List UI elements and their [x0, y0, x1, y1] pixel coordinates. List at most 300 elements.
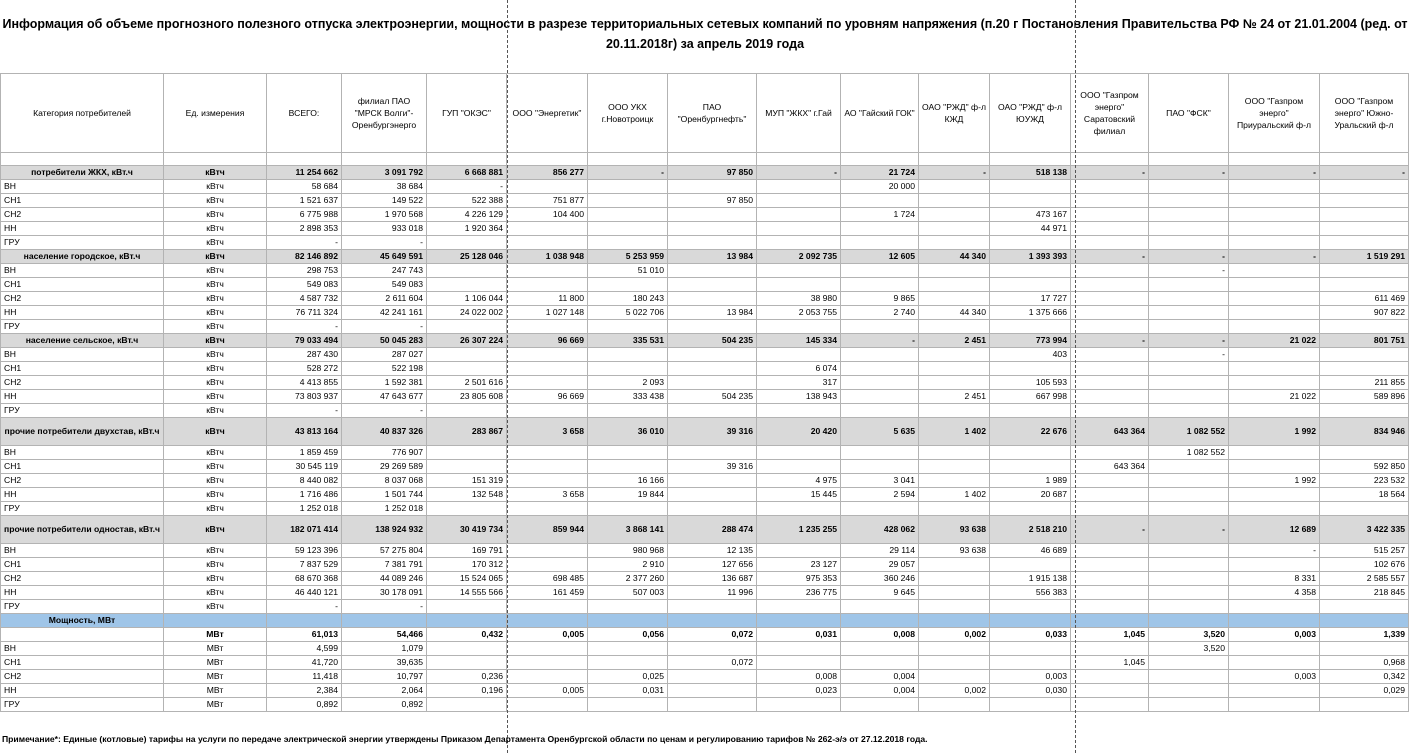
value-cell: - — [1149, 250, 1229, 264]
value-cell: 1 970 568 — [342, 208, 427, 222]
value-cell — [588, 194, 668, 208]
value-cell — [588, 642, 668, 656]
value-cell: 1 915 138 — [990, 572, 1071, 586]
value-cell: 0,072 — [668, 628, 757, 642]
value-cell: 180 243 — [588, 292, 668, 306]
value-cell: 3 658 — [507, 418, 588, 446]
table-row — [1, 572, 1409, 586]
value-cell: - — [1229, 544, 1320, 558]
table-row — [1, 502, 1409, 516]
unit-cell: МВт — [164, 684, 267, 698]
table-row — [1, 600, 1409, 614]
value-cell — [427, 264, 507, 278]
value-cell: 57 275 804 — [342, 544, 427, 558]
value-cell — [757, 222, 841, 236]
category-cell: ГРУ — [1, 236, 164, 250]
value-cell: 507 003 — [588, 586, 668, 600]
unit-cell: кВтч — [164, 166, 267, 180]
empty-cell — [841, 153, 919, 166]
value-cell — [427, 404, 507, 418]
value-cell — [919, 460, 990, 474]
value-cell — [507, 614, 588, 628]
value-cell: 105 593 — [990, 376, 1071, 390]
value-cell: 76 711 324 — [267, 306, 342, 320]
value-cell — [588, 348, 668, 362]
table-row — [1, 460, 1409, 474]
empty-cell — [919, 153, 990, 166]
table-row — [1, 208, 1409, 222]
value-cell: - — [757, 166, 841, 180]
category-cell: СН2 — [1, 572, 164, 586]
value-cell: 1 989 — [990, 474, 1071, 488]
value-cell — [841, 446, 919, 460]
category-cell: ВН — [1, 544, 164, 558]
unit-cell: кВтч — [164, 502, 267, 516]
category-cell: СН1 — [1, 362, 164, 376]
table-row — [1, 292, 1409, 306]
value-cell — [990, 656, 1071, 670]
category-cell: ГРУ — [1, 404, 164, 418]
value-cell — [427, 600, 507, 614]
value-cell: 1 375 666 — [990, 306, 1071, 320]
value-cell — [1149, 544, 1229, 558]
value-cell: 23 805 608 — [427, 390, 507, 404]
value-cell: 58 684 — [267, 180, 342, 194]
table-row — [1, 320, 1409, 334]
value-cell: 93 638 — [919, 544, 990, 558]
table-row — [1, 278, 1409, 292]
table-row — [1, 264, 1409, 278]
value-cell — [919, 698, 990, 712]
value-cell: 79 033 494 — [267, 334, 342, 348]
category-cell: ГРУ — [1, 600, 164, 614]
value-cell — [1071, 236, 1149, 250]
value-cell: - — [427, 180, 507, 194]
value-cell — [507, 348, 588, 362]
value-cell — [1071, 614, 1149, 628]
unit-cell: кВтч — [164, 306, 267, 320]
value-cell: 549 083 — [267, 278, 342, 292]
value-cell: 2 451 — [919, 334, 990, 348]
value-cell — [757, 278, 841, 292]
value-cell — [507, 600, 588, 614]
value-cell — [668, 292, 757, 306]
value-cell — [1149, 572, 1229, 586]
value-cell: 43 813 164 — [267, 418, 342, 446]
value-cell: 0,892 — [267, 698, 342, 712]
value-cell: 24 022 002 — [427, 306, 507, 320]
value-cell: 11 800 — [507, 292, 588, 306]
value-cell: 59 123 396 — [267, 544, 342, 558]
unit-cell: кВтч — [164, 194, 267, 208]
value-cell — [990, 558, 1071, 572]
value-cell — [757, 348, 841, 362]
value-cell: 13 984 — [668, 306, 757, 320]
value-cell: - — [919, 166, 990, 180]
value-cell: 3 422 335 — [1320, 516, 1409, 544]
value-cell: 1 920 364 — [427, 222, 507, 236]
value-cell — [1320, 362, 1409, 376]
value-cell: 0,033 — [990, 628, 1071, 642]
value-cell — [990, 264, 1071, 278]
value-cell — [427, 656, 507, 670]
unit-cell: кВтч — [164, 250, 267, 264]
category-cell: население сельское, кВт.ч — [1, 334, 164, 348]
value-cell: 5 635 — [841, 418, 919, 446]
value-cell — [1320, 698, 1409, 712]
value-cell: 0,031 — [757, 628, 841, 642]
table-row — [1, 236, 1409, 250]
value-cell — [1320, 642, 1409, 656]
value-cell — [507, 180, 588, 194]
value-cell: - — [1071, 250, 1149, 264]
value-cell — [919, 292, 990, 306]
value-cell — [1071, 278, 1149, 292]
value-cell: 22 676 — [990, 418, 1071, 446]
value-cell: - — [1320, 166, 1409, 180]
value-cell: - — [342, 404, 427, 418]
value-cell: 136 687 — [668, 572, 757, 586]
value-cell: 21 022 — [1229, 334, 1320, 348]
empty-cell — [588, 153, 668, 166]
value-cell: 4,599 — [267, 642, 342, 656]
value-cell: 54,466 — [342, 628, 427, 642]
value-cell — [757, 194, 841, 208]
value-cell — [1320, 600, 1409, 614]
value-cell: 3 041 — [841, 474, 919, 488]
value-cell: 12 605 — [841, 250, 919, 264]
value-cell — [427, 348, 507, 362]
value-cell: 1 592 381 — [342, 376, 427, 390]
value-cell: 643 364 — [1071, 418, 1149, 446]
value-cell — [841, 348, 919, 362]
value-cell: 8 331 — [1229, 572, 1320, 586]
value-cell — [757, 656, 841, 670]
value-cell — [919, 278, 990, 292]
value-cell: 6 074 — [757, 362, 841, 376]
value-cell — [668, 320, 757, 334]
value-cell — [1229, 292, 1320, 306]
category-cell: НН — [1, 390, 164, 404]
value-cell: 0,002 — [919, 684, 990, 698]
value-cell: 5 253 959 — [588, 250, 668, 264]
category-cell: прочие потребители одностав, кВт.ч — [1, 516, 164, 544]
value-cell — [1149, 684, 1229, 698]
value-cell — [1229, 362, 1320, 376]
value-cell — [507, 502, 588, 516]
column-header: Ед. измерения — [164, 74, 267, 153]
value-cell — [1149, 376, 1229, 390]
value-cell — [990, 642, 1071, 656]
value-cell: 1 716 486 — [267, 488, 342, 502]
value-cell — [1320, 502, 1409, 516]
value-cell: 556 383 — [990, 586, 1071, 600]
value-cell: 933 018 — [342, 222, 427, 236]
column-header: ООО УКХ г.Новотроицк — [588, 74, 668, 153]
value-cell: 1 859 459 — [267, 446, 342, 460]
value-cell: 97 850 — [668, 194, 757, 208]
value-cell — [427, 362, 507, 376]
column-header: ПАО "ФСК" — [1149, 74, 1229, 153]
unit-cell: кВтч — [164, 544, 267, 558]
value-cell — [990, 362, 1071, 376]
value-cell: 403 — [990, 348, 1071, 362]
value-cell — [990, 180, 1071, 194]
value-cell — [668, 222, 757, 236]
value-cell — [507, 404, 588, 418]
value-cell — [668, 404, 757, 418]
value-cell: 10,797 — [342, 670, 427, 684]
value-cell — [990, 320, 1071, 334]
value-cell: 29 114 — [841, 544, 919, 558]
value-cell — [1149, 460, 1229, 474]
value-cell: 856 277 — [507, 166, 588, 180]
value-cell: 1 252 018 — [342, 502, 427, 516]
value-cell: 667 998 — [990, 390, 1071, 404]
value-cell — [668, 614, 757, 628]
category-cell: потребители ЖКХ, кВт.ч — [1, 166, 164, 180]
unit-cell: МВт — [164, 670, 267, 684]
empty-cell — [990, 153, 1071, 166]
value-cell: 132 548 — [427, 488, 507, 502]
unit-cell: кВтч — [164, 586, 267, 600]
value-cell: 2 910 — [588, 558, 668, 572]
value-cell: 161 459 — [507, 586, 588, 600]
value-cell: 1 235 255 — [757, 516, 841, 544]
value-cell — [1229, 642, 1320, 656]
unit-cell: кВтч — [164, 320, 267, 334]
value-cell — [1320, 264, 1409, 278]
value-cell — [1071, 698, 1149, 712]
value-cell: 45 649 591 — [342, 250, 427, 264]
value-cell — [1149, 362, 1229, 376]
value-cell — [1320, 208, 1409, 222]
value-cell: 0,008 — [841, 628, 919, 642]
value-cell: 4 975 — [757, 474, 841, 488]
table-row — [1, 194, 1409, 208]
category-cell: НН — [1, 488, 164, 502]
table-row — [1, 684, 1409, 698]
category-cell: СН1 — [1, 194, 164, 208]
page-break-line — [1075, 0, 1076, 753]
category-cell: прочие потребители двухстав, кВт.ч — [1, 418, 164, 446]
value-cell: 182 071 414 — [267, 516, 342, 544]
value-cell: 0,025 — [588, 670, 668, 684]
value-cell — [588, 600, 668, 614]
value-cell — [1320, 404, 1409, 418]
value-cell — [841, 264, 919, 278]
value-cell — [427, 642, 507, 656]
unit-cell: кВтч — [164, 236, 267, 250]
value-cell — [919, 502, 990, 516]
value-cell: 1 106 044 — [427, 292, 507, 306]
value-cell: 30 545 119 — [267, 460, 342, 474]
value-cell — [919, 670, 990, 684]
table-row — [1, 390, 1409, 404]
value-cell — [1149, 236, 1229, 250]
value-cell: 16 166 — [588, 474, 668, 488]
unit-cell: кВтч — [164, 180, 267, 194]
empty-cell — [668, 153, 757, 166]
value-cell: 51 010 — [588, 264, 668, 278]
value-cell: 38 684 — [342, 180, 427, 194]
value-cell: 3,520 — [1149, 628, 1229, 642]
value-cell — [1149, 404, 1229, 418]
value-cell — [919, 404, 990, 418]
value-cell: 1,079 — [342, 642, 427, 656]
value-cell: 61,013 — [267, 628, 342, 642]
value-cell — [1320, 614, 1409, 628]
value-cell — [1229, 180, 1320, 194]
unit-cell: МВт — [164, 628, 267, 642]
value-cell — [1071, 264, 1149, 278]
value-cell: 1 038 948 — [507, 250, 588, 264]
unit-cell: кВтч — [164, 572, 267, 586]
value-cell: 0,432 — [427, 628, 507, 642]
value-cell: 1 082 552 — [1149, 446, 1229, 460]
spacer-row — [1, 153, 1409, 166]
value-cell: 7 381 791 — [342, 558, 427, 572]
value-cell — [668, 362, 757, 376]
value-cell: 522 388 — [427, 194, 507, 208]
value-cell — [588, 446, 668, 460]
value-cell: - — [267, 236, 342, 250]
value-cell — [1229, 404, 1320, 418]
value-cell: 776 907 — [342, 446, 427, 460]
value-cell: - — [588, 166, 668, 180]
value-cell — [841, 600, 919, 614]
value-cell — [1229, 222, 1320, 236]
value-cell: 169 791 — [427, 544, 507, 558]
value-cell — [507, 544, 588, 558]
category-cell: ВН — [1, 180, 164, 194]
value-cell: 1 519 291 — [1320, 250, 1409, 264]
value-cell: - — [1149, 264, 1229, 278]
value-cell: 975 353 — [757, 572, 841, 586]
value-cell — [427, 460, 507, 474]
value-cell: 518 138 — [990, 166, 1071, 180]
category-cell: ВН — [1, 348, 164, 362]
value-cell — [841, 236, 919, 250]
value-cell: 11 996 — [668, 586, 757, 600]
value-cell: 9 865 — [841, 292, 919, 306]
value-cell: 834 946 — [1320, 418, 1409, 446]
value-cell — [841, 390, 919, 404]
value-cell: 298 753 — [267, 264, 342, 278]
value-cell — [668, 446, 757, 460]
table-row — [1, 348, 1409, 362]
value-cell — [919, 348, 990, 362]
value-cell: 0,892 — [342, 698, 427, 712]
value-cell — [757, 614, 841, 628]
column-header: АО "Гайский ГОК" — [841, 74, 919, 153]
value-cell: 0,003 — [1229, 670, 1320, 684]
value-cell: 42 241 161 — [342, 306, 427, 320]
value-cell — [588, 222, 668, 236]
value-cell — [427, 446, 507, 460]
value-cell — [1229, 236, 1320, 250]
value-cell — [1071, 306, 1149, 320]
value-cell — [1149, 558, 1229, 572]
table-row — [1, 558, 1409, 572]
value-cell — [588, 278, 668, 292]
table-row — [1, 376, 1409, 390]
table-row — [1, 250, 1409, 264]
unit-cell: кВтч — [164, 404, 267, 418]
value-cell — [1071, 208, 1149, 222]
value-cell — [1229, 348, 1320, 362]
value-cell: 0,196 — [427, 684, 507, 698]
value-cell — [668, 698, 757, 712]
value-cell — [668, 502, 757, 516]
value-cell — [588, 656, 668, 670]
value-cell: 549 083 — [342, 278, 427, 292]
value-cell — [1071, 320, 1149, 334]
unit-cell: кВтч — [164, 600, 267, 614]
category-cell: СН2 — [1, 670, 164, 684]
value-cell — [668, 600, 757, 614]
value-cell: 36 010 — [588, 418, 668, 446]
value-cell: - — [841, 334, 919, 348]
value-cell: 773 994 — [990, 334, 1071, 348]
category-cell: СН2 — [1, 292, 164, 306]
value-cell: 3,520 — [1149, 642, 1229, 656]
value-cell: 44 089 246 — [342, 572, 427, 586]
value-cell — [427, 320, 507, 334]
unit-cell: кВтч — [164, 460, 267, 474]
table-row — [1, 418, 1409, 446]
value-cell: 46 440 121 — [267, 586, 342, 600]
value-cell — [990, 404, 1071, 418]
value-cell — [1320, 180, 1409, 194]
value-cell: 801 751 — [1320, 334, 1409, 348]
value-cell — [1071, 544, 1149, 558]
value-cell: 2 501 616 — [427, 376, 507, 390]
value-cell: - — [1149, 348, 1229, 362]
value-cell: 93 638 — [919, 516, 990, 544]
value-cell — [588, 502, 668, 516]
value-cell — [1229, 264, 1320, 278]
value-cell: 96 669 — [507, 334, 588, 348]
value-cell — [1320, 348, 1409, 362]
value-cell — [507, 474, 588, 488]
value-cell — [1149, 614, 1229, 628]
value-cell: - — [267, 404, 342, 418]
value-cell — [919, 376, 990, 390]
value-cell: - — [1149, 166, 1229, 180]
value-cell: 0,056 — [588, 628, 668, 642]
value-cell — [427, 614, 507, 628]
value-cell: 102 676 — [1320, 558, 1409, 572]
value-cell: 0,004 — [841, 684, 919, 698]
unit-cell: кВтч — [164, 516, 267, 544]
value-cell — [1071, 572, 1149, 586]
value-cell — [507, 264, 588, 278]
value-cell: - — [1071, 334, 1149, 348]
value-cell: 1 521 637 — [267, 194, 342, 208]
empty-cell — [1320, 153, 1409, 166]
column-header: ООО "Газпром энерго" Приуральский ф-л — [1229, 74, 1320, 153]
value-cell: 3 091 792 — [342, 166, 427, 180]
value-cell: 0,023 — [757, 684, 841, 698]
value-cell — [1071, 586, 1149, 600]
value-cell — [757, 446, 841, 460]
category-cell: НН — [1, 684, 164, 698]
value-cell — [919, 558, 990, 572]
unit-cell: кВтч — [164, 208, 267, 222]
value-cell — [1071, 222, 1149, 236]
value-cell — [1149, 208, 1229, 222]
